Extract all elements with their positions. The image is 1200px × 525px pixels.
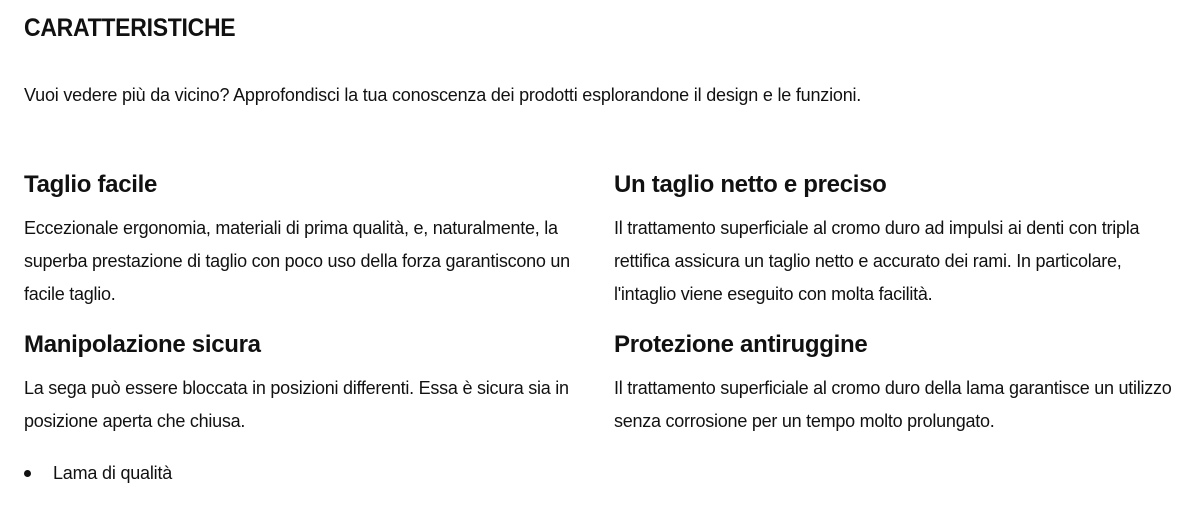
section-intro: Vuoi vedere più da vicino? Approfondisci la tua conoscenza dei prodotti esplorandone il design e le funzioni. [24, 85, 862, 105]
feature-description: La sega può essere bloccata in posizioni differenti. Essa è sicura sia in posizione aperta che chiusa. [24, 378, 569, 431]
feature-rust-protection [614, 330, 1184, 438]
section-title: CARATTERISTICHE [24, 14, 236, 42]
list-item [24, 460, 172, 486]
feature-title: Manipolazione sicura [24, 331, 261, 358]
feature-title: Un taglio netto e preciso [614, 171, 887, 198]
feature-bullet-list [24, 460, 172, 486]
feature-description: Il trattamento superficiale al cromo duro della lama garantisce un utilizzo senza corrosione per un tempo molto prolungato. [614, 378, 1172, 431]
feature-title: Taglio facile [24, 171, 158, 198]
feature-easy-cut [24, 170, 594, 311]
feature-clean-precise-cut [614, 170, 1184, 311]
feature-safe-handling [24, 330, 594, 438]
feature-title: Protezione antiruggine [614, 331, 868, 358]
bullet-icon [24, 470, 31, 477]
feature-description: Eccezionale ergonomia, materiali di prima qualità, e, naturalmente, la superba prestazione di taglio con poco uso della forza garantiscono un facile taglio. [24, 218, 570, 304]
list-item-label: Lama di qualità [53, 463, 173, 483]
feature-description: Il trattamento superficiale al cromo duro ad impulsi ai denti con tripla rettifica assicura un taglio netto e accurato dei rami. In particolare, l'intaglio viene eseguito con molta facilità. [614, 218, 1140, 304]
